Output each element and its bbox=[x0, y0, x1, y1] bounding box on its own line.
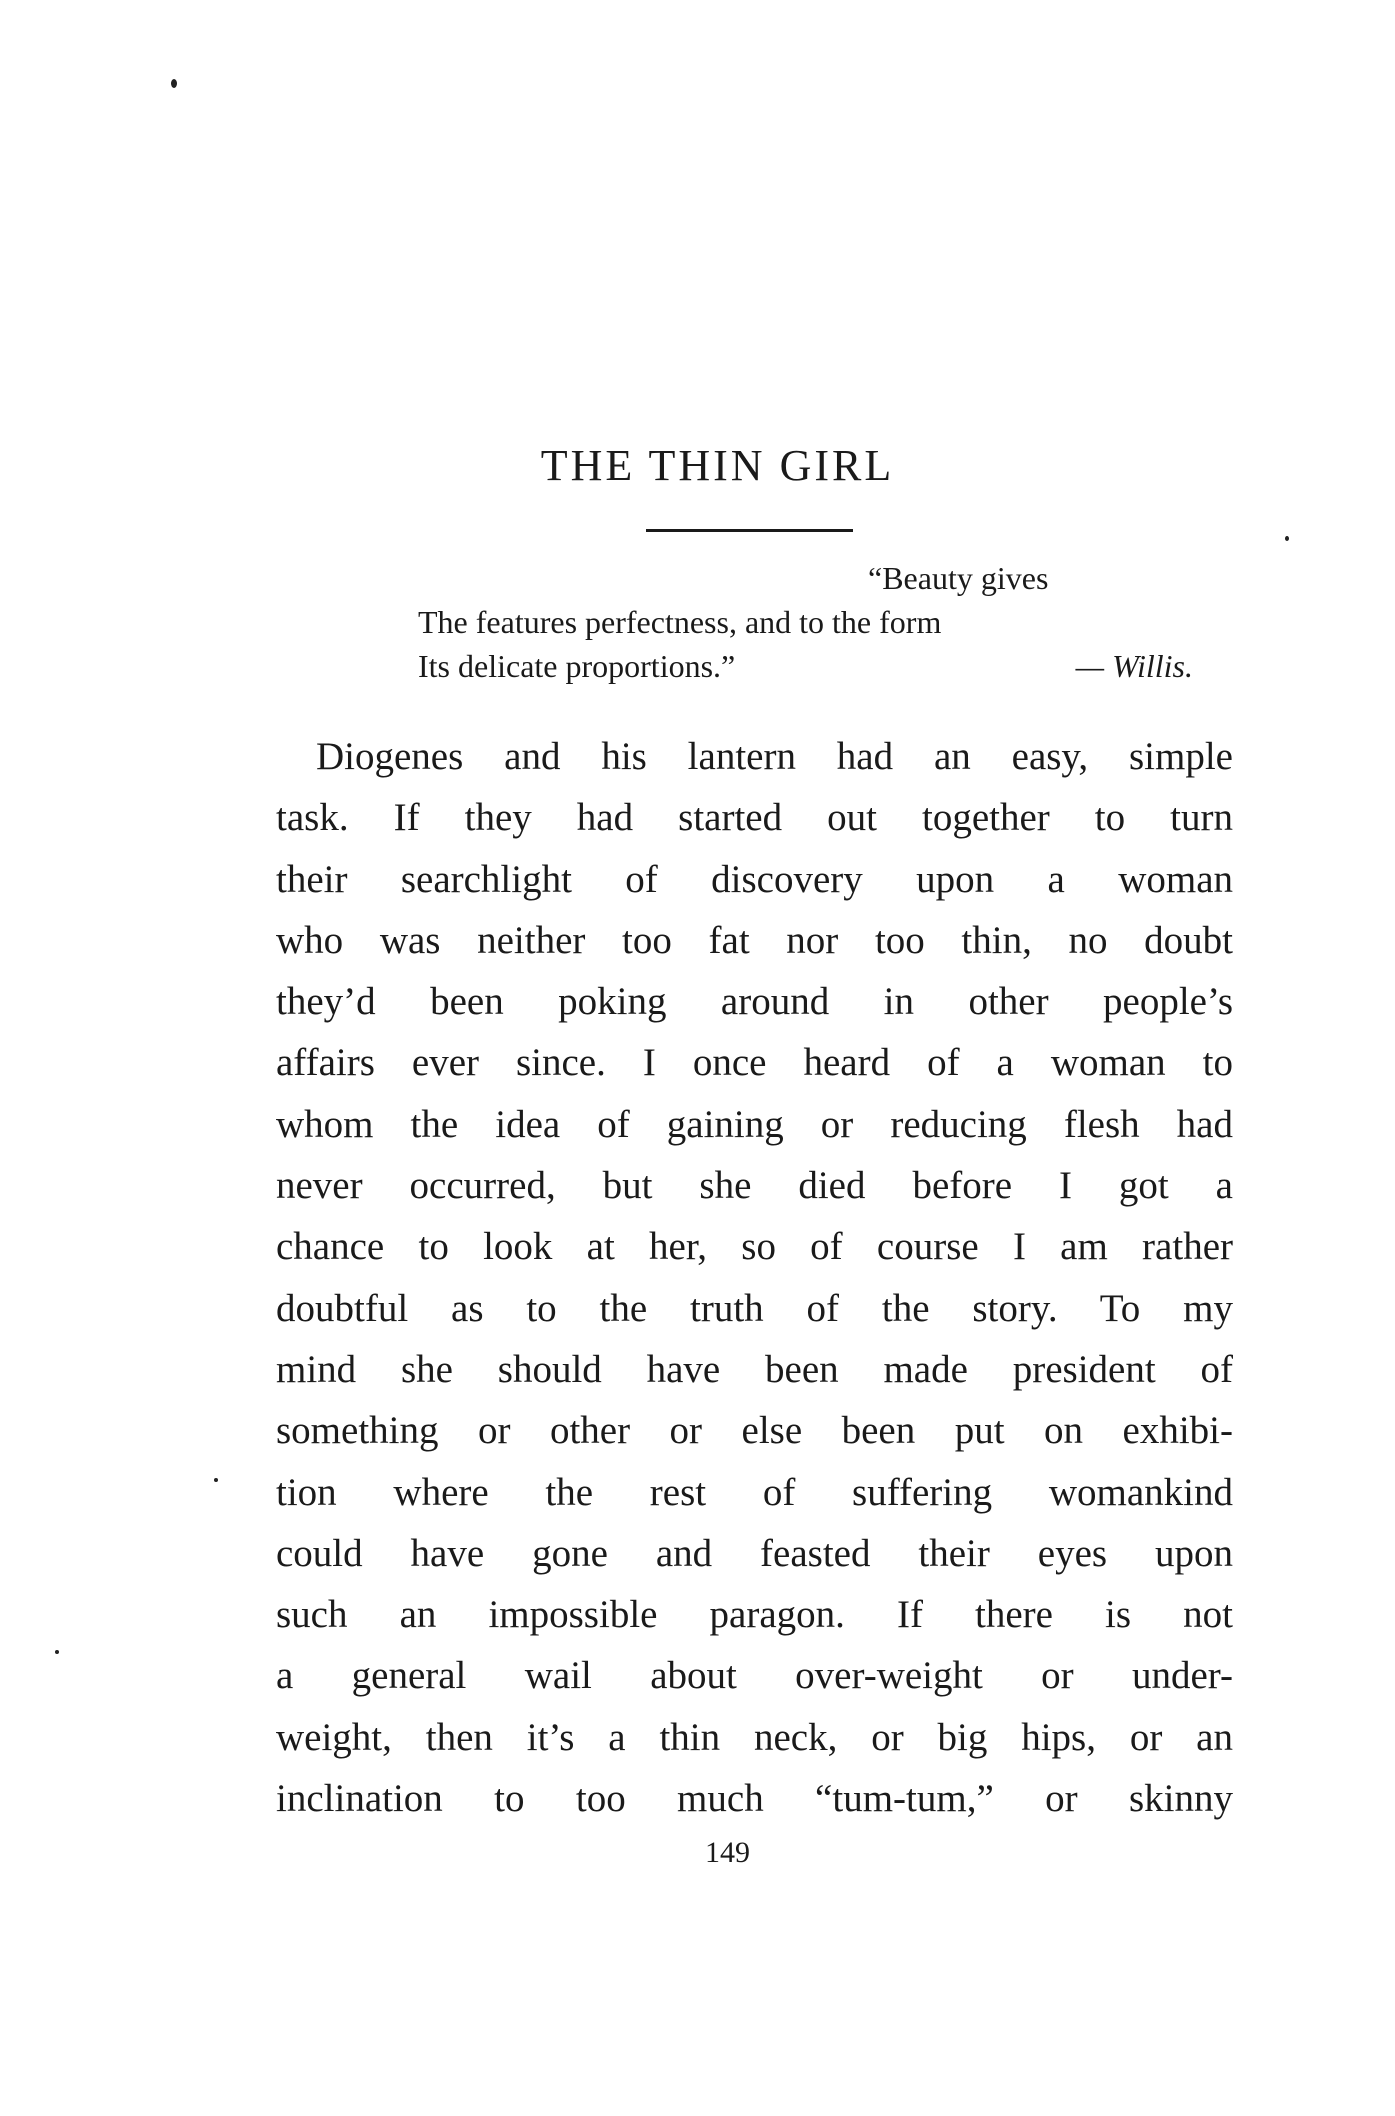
body-line: something or other or else been put on exhibi- bbox=[276, 1409, 1233, 1453]
body-line: could have gone and feasted their eyes upon bbox=[276, 1531, 1233, 1575]
body-line: whom the idea of gaining or reducing flesh had bbox=[276, 1102, 1233, 1146]
body-line: mind she should have been made president of bbox=[276, 1347, 1233, 1391]
body-line: weight, then it’s a thin neck, or big hips, or an bbox=[276, 1715, 1233, 1759]
body-line: affairs ever since. I once heard of a woman to bbox=[276, 1041, 1233, 1085]
page-number: 149 bbox=[705, 1836, 750, 1869]
ink-speck bbox=[1285, 536, 1289, 541]
epigraph bbox=[418, 556, 1193, 688]
body-line: inclination to too much “tum-tum,” or skinny bbox=[276, 1777, 1233, 1821]
chapter-title: THE THIN GIRL bbox=[540, 441, 895, 490]
body-line: their searchlight of discovery upon a woman bbox=[276, 857, 1233, 901]
epigraph-line-text: Its delicate proportions.” bbox=[418, 648, 736, 684]
title-divider bbox=[646, 529, 853, 532]
body-line: such an impossible paragon. If there is not bbox=[276, 1593, 1233, 1637]
body-line: tion where the rest of suffering womankind bbox=[276, 1470, 1233, 1514]
body-line: task. If they had started out together to turn bbox=[276, 796, 1233, 840]
body-line: chance to look at her, so of course I am rather bbox=[276, 1225, 1233, 1269]
epigraph-line-last bbox=[418, 644, 1193, 688]
body-line: who was neither too fat nor too thin, no doubt bbox=[276, 918, 1233, 962]
body-line: they’d been poking around in other people’s bbox=[276, 980, 1233, 1024]
body-line: never occurred, but she died before I got a bbox=[276, 1164, 1233, 1208]
epigraph-line: The features perfectness, and to the form bbox=[418, 604, 942, 640]
body-text bbox=[276, 726, 1233, 1829]
ink-speck bbox=[171, 79, 177, 88]
body-line: a general wail about over-weight or under- bbox=[276, 1654, 1233, 1698]
body-line: doubtful as to the truth of the story. To my bbox=[276, 1286, 1233, 1330]
body-line: Diogenes and his lantern had an easy, simple bbox=[316, 735, 1233, 778]
ink-speck bbox=[55, 1650, 59, 1654]
epigraph-line: “Beauty gives bbox=[868, 560, 1049, 596]
ink-speck bbox=[214, 1478, 218, 1482]
epigraph-author: — Willis. bbox=[1075, 648, 1193, 684]
